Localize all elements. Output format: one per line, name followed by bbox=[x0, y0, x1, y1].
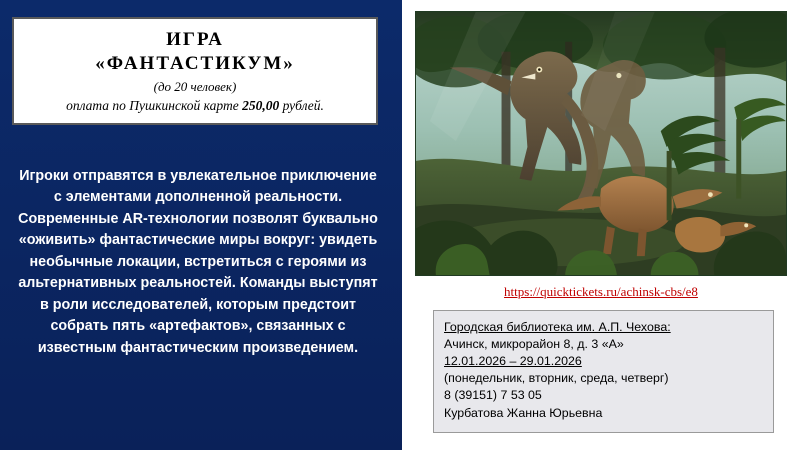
title-line-1: ИГРА bbox=[166, 29, 224, 51]
info-line-weekdays: (понедельник, вторник, среда, четверг) bbox=[444, 371, 669, 386]
description-text: Игроки отправятся в увлекательное приключение с элементами дополненной реальности. Современные AR-технологии позволят буквально «оживить» фантастические миры вокруг: увидеть необычные локации, встретиться с героями из альтернативных реальностей. Команды выступят в роли исследователей, которым предстоит собрать пять «артефактов», связанных с известным фантастическим произведением. bbox=[18, 168, 378, 356]
price-value: 250,00 bbox=[242, 97, 280, 113]
price-prefix: оплата по Пушкинской карте bbox=[66, 97, 243, 113]
info-line-address: Ачинск, микрорайон 8, д. 3 «А» bbox=[444, 337, 624, 352]
title-line-2: «ФАНТАСТИКУМ» bbox=[95, 53, 295, 74]
info-line-contact-person: Курбатова Жанна Юрьевна bbox=[444, 405, 603, 420]
info-line-phone: 8 (39151) 7 53 05 bbox=[444, 388, 542, 403]
ticket-link[interactable]: https://quicktickets.ru/achinsk-cbs/e8 bbox=[504, 284, 698, 299]
venue-info-card bbox=[433, 310, 774, 433]
info-line-dates: 12.01.2026 – 29.01.2026 bbox=[444, 354, 582, 369]
title-card bbox=[12, 17, 378, 125]
price-suffix: рублей. bbox=[279, 97, 324, 113]
info-line-library: Городская библиотека им. А.П. Чехова: bbox=[444, 320, 671, 334]
price-note bbox=[66, 98, 324, 114]
capacity-note: (до 20 человек) bbox=[153, 78, 237, 94]
right-panel bbox=[402, 0, 800, 450]
dinosaur-jungle-illustration bbox=[415, 11, 787, 276]
